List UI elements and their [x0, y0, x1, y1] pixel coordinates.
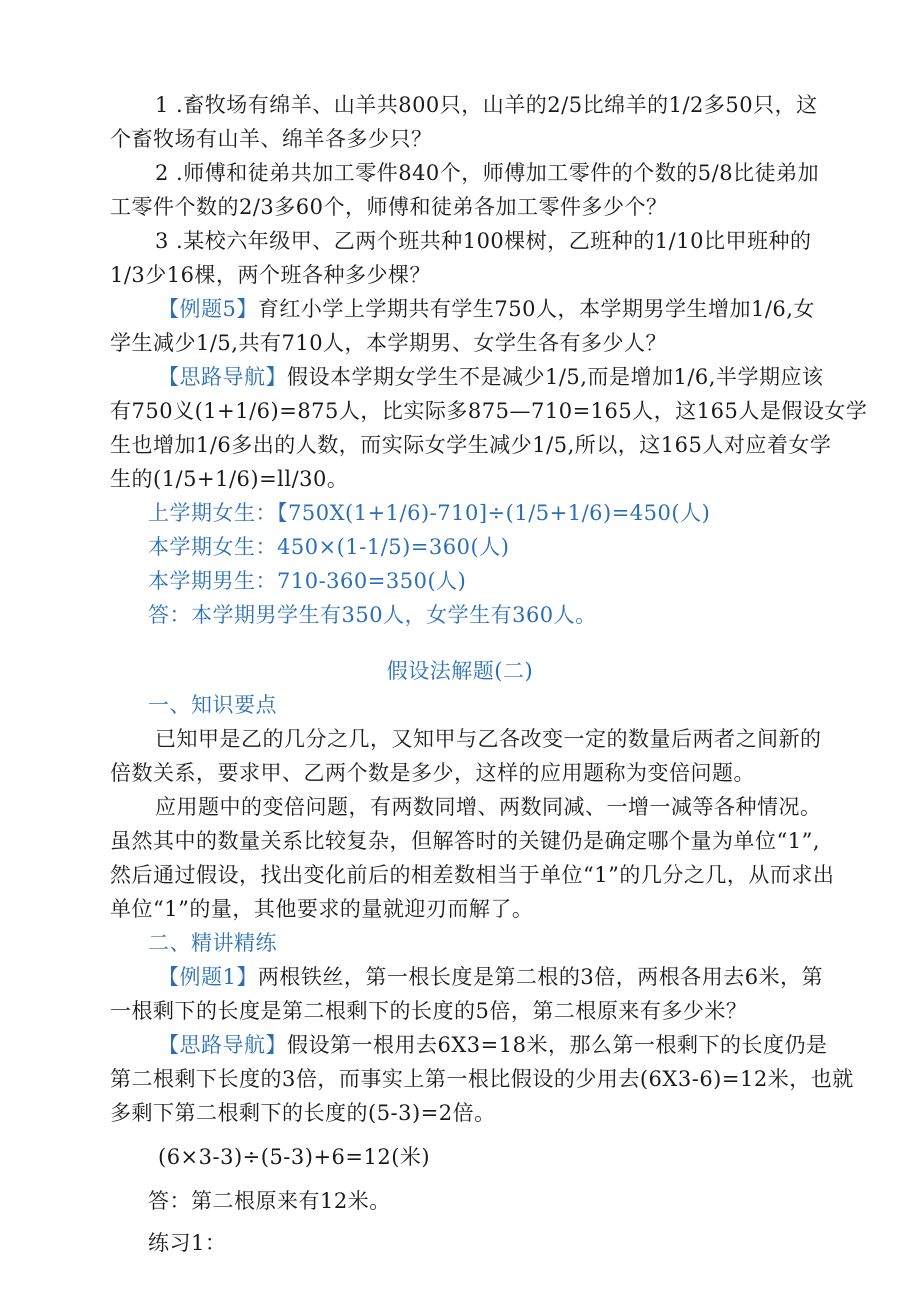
knowledge-para-2-line-1: 应用题中的变倍问题，有两数同增、两数同减、一增一减等各种情况。	[155, 795, 822, 819]
thinking-5-text-1: 假设本学期女学生不是减少1/5,而是增加1/6,半学期应该	[287, 365, 824, 389]
thinking-5-line-3: 生也增加1/6多出的人数，而实际女学生减少1/5,所以，这165人对应着女学	[110, 433, 832, 457]
thinking-1-tag: 【思路导航】	[158, 1033, 287, 1057]
thinking-5-tag: 【思路导航】	[158, 365, 287, 389]
thinking-5-line-1	[158, 362, 823, 392]
example-5-line-1	[158, 294, 815, 324]
thinking-1-line-3: 多剩下第二根剩下的长度的(5-3)=2倍。	[110, 1101, 496, 1125]
example-5-line-2: 学生减少1/5,共有710人，本学期男、女学生各有多少人？	[110, 331, 668, 355]
heading-practice: 二、精讲精练	[148, 931, 277, 955]
practice-1-heading: 练习1：	[148, 1231, 227, 1255]
knowledge-para-1-line-1: 已知甲是乙的几分之几，又知甲与乙各改变一定的数量后两者之间新的	[155, 727, 822, 751]
thinking-5-line-2: 有750义(1+1/6)=875人，比实际多875—710=165人，这165人是假设女学	[110, 399, 868, 423]
example-1-line-1	[158, 962, 823, 992]
solution-step-1: 上学期女生：【750X(1+1/6)-710]÷(1/5+1/6)=450(人)	[148, 501, 711, 525]
section-title: 假设法解题(二)	[386, 659, 534, 683]
example-1-text-1: 两根铁丝，第一根长度是第二根的3倍，两根各用去6米，第	[257, 965, 824, 989]
example-1-line-2: 一根剩下的长度是第二根剩下的长度的5倍，第二根原来有多少米？	[110, 999, 748, 1023]
example-5-tag: 【例题5】	[158, 297, 258, 321]
knowledge-para-2-line-3: 然后通过假设，找出变化前后的相差数相当于单位“1”的几分之几，从而求出	[110, 863, 835, 887]
solution-step-2: 本学期女生：450×(1-1/5)=360(人)	[148, 535, 510, 559]
example-1-tag: 【例题1】	[158, 965, 258, 989]
thinking-5-line-4: 生的(1/5+1/6)=ll∕30。	[110, 467, 349, 491]
solution-answer: 答：本学期男学生有350人，女学生有360人。	[148, 603, 597, 627]
thinking-1-line-1	[158, 1030, 828, 1060]
thinking-1-text-1: 假设第一根用去6X3=18米，那么第一根剩下的长度仍是	[287, 1033, 828, 1057]
thinking-1-line-2: 第二根剩下长度的3倍，而事实上第一根比假设的少用去(6X3-6)=12米，也就	[110, 1067, 854, 1091]
knowledge-para-2-line-4: 单位“1”的量，其他要求的量就迎刃而解了。	[110, 897, 534, 921]
heading-knowledge-points: 一、知识要点	[148, 693, 277, 717]
solution-step-3: 本学期男生：710-360=350(人)	[148, 569, 467, 593]
answer-1: 答：第二根原来有12米。	[148, 1189, 391, 1213]
problem-3-line-2: 1/3少16棵，两个班各种多少棵？	[110, 263, 432, 287]
problem-1-line-1: 1 .畜牧场有绵羊、山羊共800只，山羊的2/5比绵羊的1/2多50只，这	[155, 93, 818, 117]
problem-2-line-1: 2 .师傅和徒弟共加工零件840个，师傅加工零件的个数的5/8比徒弟加	[155, 161, 820, 185]
problem-1-line-2: 个畜牧场有山羊、绵羊各多少只？	[110, 127, 433, 151]
formula-1: (6×3-3)÷(5-3)+6=12(米)	[158, 1145, 431, 1169]
problem-3-line-1: 3 .某校六年级甲、乙两个班共种100棵树，乙班种的1/10比甲班种的	[155, 229, 812, 253]
problem-2-line-2: 工零件个数的2/3多60个，师傅和徒弟各加工零件多少个？	[110, 195, 668, 219]
knowledge-para-2-line-2: 虽然其中的数量关系比较复杂，但解答时的关键仍是确定哪个量为单位“1”,	[110, 829, 821, 853]
example-5-text-1: 育红小学上学期共有学生750人，本学期男学生增加1/6,女	[257, 297, 815, 321]
knowledge-para-1-line-2: 倍数关系，要求甲、乙两个数是多少，这样的应用题称为变倍问题。	[110, 761, 755, 785]
